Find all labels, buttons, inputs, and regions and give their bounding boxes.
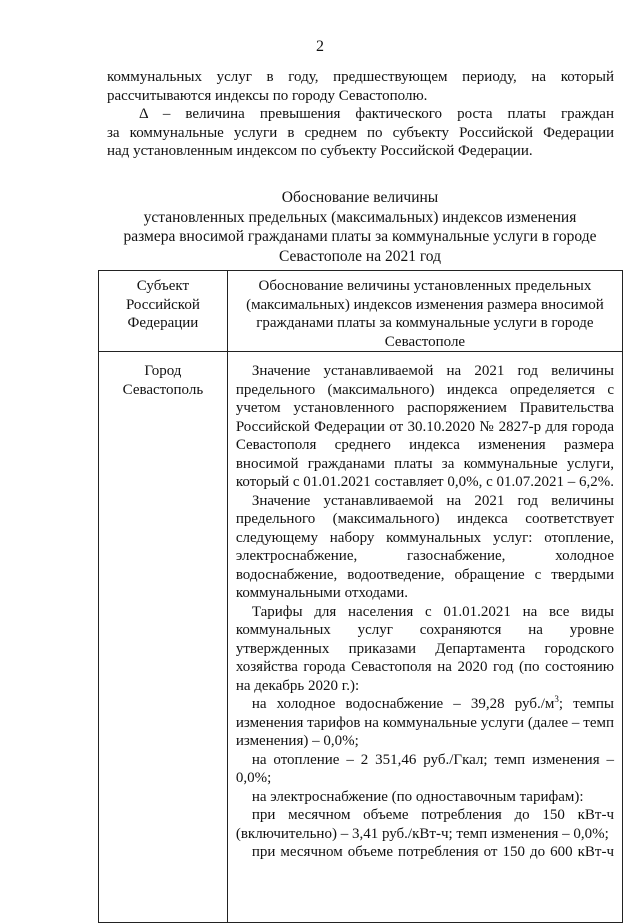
heading-line: установленных предельных (максимальных) индексов изменения bbox=[143, 208, 577, 226]
subject-line: Город bbox=[144, 363, 182, 379]
page-number: 2 bbox=[316, 38, 324, 55]
water-text: на холодное водоснабжение – 39,28 руб./м bbox=[251, 696, 555, 712]
text-line: предельного (максимального) индекса определяется с bbox=[235, 381, 614, 398]
text-line: водоснабжение, водоотведение, обращение с твердыми bbox=[235, 566, 614, 583]
text-line: за коммунальные услуги в среднем по субъекту Российской Федерации bbox=[107, 124, 614, 141]
text-line: на декабрь 2020 г.): bbox=[235, 677, 360, 694]
paragraph-up-to-150 bbox=[236, 806, 614, 843]
text-line: на электроснабжение (по одноставочным тарифам): bbox=[251, 788, 584, 805]
text-line: электроснабжение, газоснабжение, холодное bbox=[235, 548, 614, 564]
text-line: который с 01.01.2021 составляет 0,0%, с 01.07.2021 – 6,2%. bbox=[235, 474, 614, 490]
paragraph-water bbox=[236, 695, 614, 751]
text-line: рассчитываются индексы по городу Севастополю. bbox=[107, 87, 428, 104]
text-line: хозяйства города Севастополя на 2020 год (по состоянию bbox=[235, 659, 614, 675]
text-line: при месячном объеме потребления до 150 кВт-ч bbox=[251, 807, 614, 823]
paragraph-3 bbox=[236, 603, 614, 696]
text-line: изменения тарифов на коммунальные услуги (далее – темп bbox=[235, 714, 614, 731]
text-line: Δ – величина превышения фактического роста платы граждан bbox=[139, 106, 614, 122]
section-heading bbox=[90, 188, 630, 266]
text-line: следующему набору коммунальных услуг: отопление, bbox=[235, 529, 614, 546]
text-line: вносимой гражданами платы за коммунальные услуги, bbox=[235, 455, 614, 472]
text-line: над установленным индексом по субъекту Российской Федерации. bbox=[107, 143, 533, 159]
table-row bbox=[99, 352, 623, 923]
text-line: Значение устанавливаемой на 2021 год величины bbox=[251, 492, 614, 509]
header-subject bbox=[99, 271, 228, 352]
heading-line: Обоснование величины bbox=[281, 189, 439, 206]
text-line: Севастополя среднего индекса изменения размера bbox=[235, 437, 614, 453]
text-line: Российской Федерации от 30.10.2020 № 2827-р для города bbox=[235, 418, 614, 435]
paragraph-heating bbox=[236, 751, 614, 788]
header-line: гражданами платы за коммунальные услуги в городе bbox=[256, 315, 594, 331]
header-line: Севастополе bbox=[384, 333, 466, 350]
intro-paragraph-2-cont bbox=[107, 124, 614, 161]
heading-line: размера вносимой гражданами платы за коммунальные услуги в городе bbox=[123, 228, 597, 245]
subject-cell bbox=[99, 352, 228, 923]
intro-text bbox=[107, 68, 614, 161]
justification-table bbox=[98, 270, 623, 923]
header-line: Российской bbox=[125, 296, 200, 313]
paragraph-2 bbox=[236, 492, 614, 603]
header-justification bbox=[227, 271, 622, 352]
text-line: изменения) – 0,0%; bbox=[235, 733, 359, 749]
text-line: на отопление – 2 351,46 руб./Гкал; темп изменения – bbox=[251, 751, 614, 768]
table-header-row bbox=[99, 271, 623, 352]
text-line: 0,0%; bbox=[235, 770, 272, 786]
header-line: Субъект bbox=[136, 278, 190, 294]
text-line: (включительно) – 3,41 руб./кВт-ч; темп изменения – 0,0%; bbox=[235, 825, 609, 842]
subject-line: Севастополь bbox=[122, 381, 204, 398]
header-line: (максимальных) индексов изменения размера вносимой bbox=[246, 296, 604, 313]
text-line: Тарифы для населения с 01.01.2021 на все виды bbox=[251, 603, 614, 620]
text-line: учетом установленного распоряжением Правительства bbox=[235, 400, 614, 416]
text-line bbox=[236, 695, 614, 714]
text-line: Значение устанавливаемой на 2021 год величины bbox=[251, 363, 614, 379]
paragraph-electricity bbox=[236, 788, 614, 807]
heading-line: Севастополе на 2021 год bbox=[278, 247, 442, 265]
paragraph-150-to-600 bbox=[236, 843, 614, 862]
justification-cell bbox=[227, 352, 622, 923]
superscript: 3 bbox=[554, 694, 559, 704]
text-line: коммунальных услуг в году, предшествующем периоду, на который bbox=[107, 69, 614, 85]
text-line: предельного (максимального) индекса соответствует bbox=[235, 511, 614, 527]
text-line: коммунальными отходами. bbox=[235, 585, 408, 601]
header-line: Федерации bbox=[127, 315, 199, 331]
text-line: коммунальных услуг сохраняются на уровне bbox=[235, 622, 614, 638]
header-line: Обоснование величины установленных предельных bbox=[258, 278, 592, 294]
water-tail: ; темпы bbox=[558, 696, 614, 712]
intro-paragraph-1 bbox=[107, 68, 614, 105]
text-line: утвержденных приказами Департамента городского bbox=[235, 640, 614, 657]
paragraph-1 bbox=[236, 362, 614, 492]
text-line: при месячном объеме потребления от 150 до 600 кВт-ч bbox=[251, 844, 614, 860]
intro-paragraph-2 bbox=[107, 105, 614, 124]
